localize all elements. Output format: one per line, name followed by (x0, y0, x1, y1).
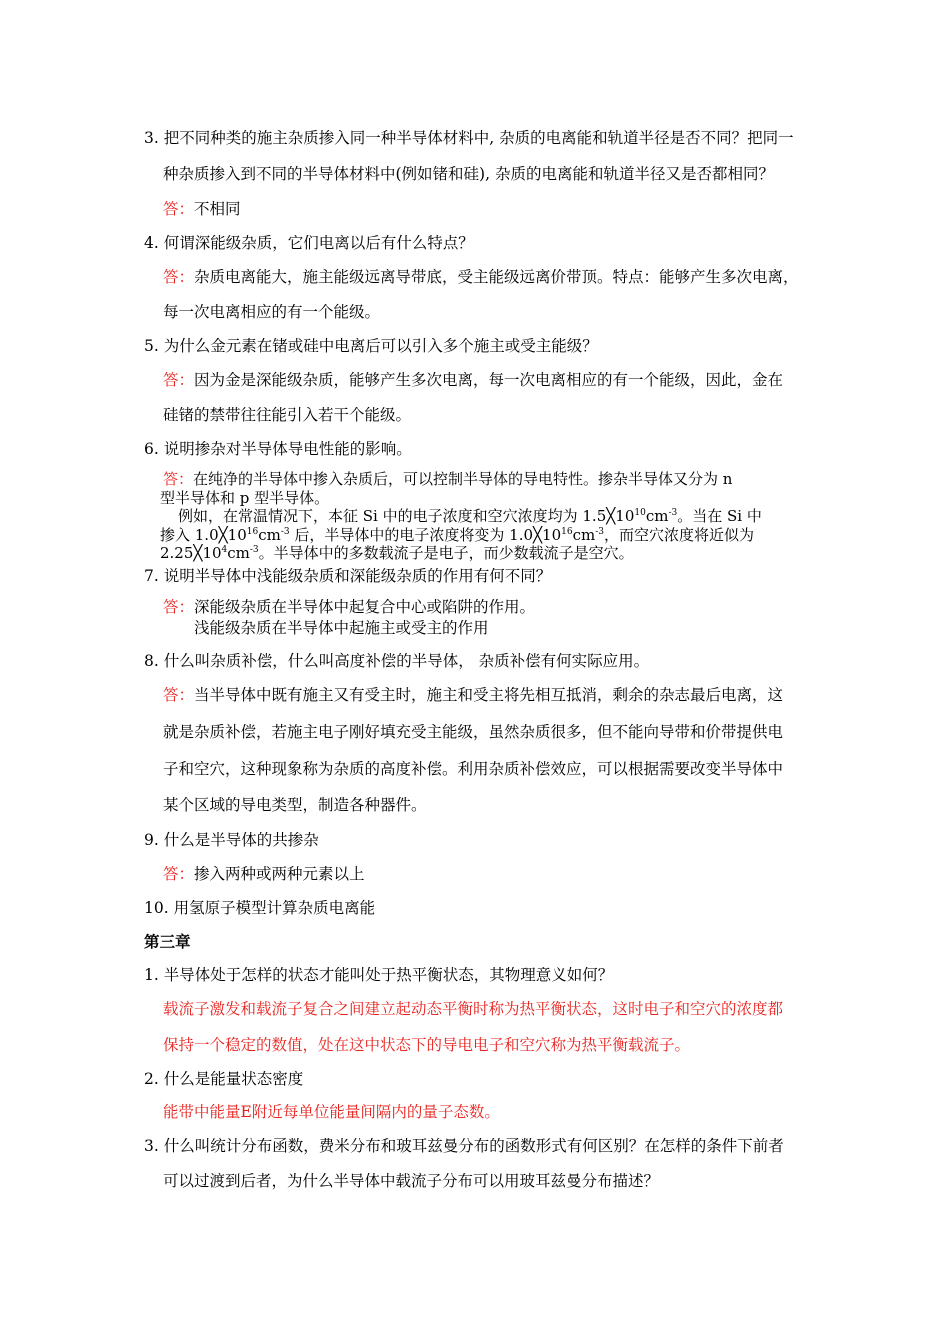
q3-answer-text: 不相同 (194, 200, 241, 218)
ch3-q3-line1: 3. 什么叫统计分布函数，费米分布和玻耳兹曼分布的函数形式有何区别？在怎样的条件下前者 (144, 1137, 784, 1155)
ch3-q2-answer: 能带中能量E附近每单位能量间隔内的量子态数。 (163, 1103, 500, 1121)
text-run: cm (645, 507, 669, 525)
text-run: 10 (202, 544, 222, 562)
answer-label: 答： (163, 200, 195, 218)
answer-label: 答： (163, 470, 194, 488)
exponent: 16 (561, 527, 573, 537)
text-run: 。半导体中的多数载流子是电子，而少数载流子是空穴。 (258, 544, 634, 562)
q8-answer-text: 当半导体中既有施主又有受主时，施主和受主将先相互抵消，剩余的杂志最后电离，这 (194, 686, 784, 704)
q4-answer-line1 (163, 267, 799, 287)
q8-answer-line2: 就是杂质补偿，若施主电子刚好填充受主能级，虽然杂质很多，但不能向导带和价带提供电 (163, 723, 784, 741)
text-run: 10 (542, 526, 562, 544)
answer-label: 答： (163, 865, 195, 883)
q10-question: 10. 用氢原子模型计算杂质电离能 (144, 899, 376, 917)
exponent: -3 (595, 527, 604, 537)
exponent: 16 (246, 527, 259, 537)
text-run: 10 (227, 526, 247, 544)
ch3-q2-question: 2. 什么是能量状态密度 (144, 1070, 304, 1088)
ch3-q3-line2: 可以过渡到后者，为什么半导体中载流子分布可以用玻耳兹曼分布描述？ (163, 1172, 660, 1190)
q8-answer-line1 (163, 685, 783, 705)
times-symbol: ╳ (218, 526, 228, 544)
ch3-q1-answer-line1: 载流子激发和载流子复合之间建立起动态平衡时称为热平衡状态，这时电子和空穴的浓度都 (163, 1000, 784, 1018)
times-symbol: ╳ (533, 526, 543, 544)
q9-answer (163, 864, 365, 884)
q7-answer-line1 (163, 597, 535, 617)
q6-answer-line1 (163, 469, 732, 489)
q5-question: 5. 为什么金元素在锗或硅中电离后可以引入多个施主或受主能级？ (144, 337, 598, 355)
answer-label: 答： (163, 268, 195, 286)
q8-question: 8. 什么叫杂质补偿，什么叫高度补偿的半导体， 杂质补偿有何实际应用。 (144, 652, 650, 670)
text-run: ，而空穴浓度将近似为 (604, 526, 755, 544)
exponent: 10 (634, 508, 646, 518)
q5-answer-text: 因为金是深能级杂质，能够产生多次电离，每一次电离相应的有一个能级，因此，金在 (194, 371, 784, 389)
chapter-title: 第三章 (144, 932, 191, 951)
q3-answer (163, 199, 241, 219)
text-run: 后，半导体中的电子浓度将变为 1.0 (289, 526, 534, 544)
q6-answer-line4 (160, 525, 754, 545)
q6-question: 6. 说明掺杂对半导体导电性能的影响。 (144, 440, 412, 458)
q8-answer-line4: 某个区域的导电类型，制造各种器件。 (163, 796, 427, 814)
text-run: cm (258, 526, 281, 544)
q5-answer-line1 (163, 370, 783, 390)
ch3-q1-question: 1. 半导体处于怎样的状态才能叫处于热平衡状态，其物理意义如何？ (144, 966, 614, 984)
q6-answer-line5 (160, 543, 634, 563)
exponent: -3 (668, 508, 678, 518)
q5-answer-line2: 硅锗的禁带往往能引入若干个能级。 (163, 406, 412, 424)
q8-answer-line3: 子和空穴，这种现象称为杂质的高度补偿。利用杂质补偿效应，可以根据需要改变半导体中 (163, 760, 784, 778)
q4-answer-line2: 每一次电离相应的有一个能级。 (163, 303, 381, 321)
q4-question: 4. 何谓深能级杂质，它们电离以后有什么特点？ (144, 234, 474, 252)
exponent: 4 (221, 545, 228, 555)
q6-answer-line2: 型半导体和 p 型半导体。 (160, 489, 330, 507)
q6-answer-text: 在纯净的半导体中掺入杂质后，可以控制半导体的导电特性。掺杂半导体又分为 n (193, 470, 733, 488)
answer-label: 答： (163, 686, 195, 704)
q9-question: 9. 什么是半导体的共掺杂 (144, 831, 319, 849)
text-run: 掺入 1.0 (160, 526, 219, 544)
text-run: 10 (615, 507, 635, 525)
q6-answer-line3 (178, 506, 762, 526)
answer-label: 答： (163, 371, 195, 389)
answer-label: 答： (163, 598, 195, 616)
q7-answer-text: 深能级杂质在半导体中起复合中心或陷阱的作用。 (194, 598, 536, 616)
times-symbol: ╳ (606, 507, 616, 525)
text-run: 。当在 Si 中 (677, 507, 762, 525)
text-run: cm (572, 526, 596, 544)
q3-line1: 3. 把不同种类的施主杂质掺入同一种半导体材料中, 杂质的电离能和轨道半径是否不同？把同一 (144, 129, 794, 147)
q7-question: 7. 说明半导体中浅能级杂质和深能级杂质的作用有何不同？ (144, 567, 552, 585)
ch3-q1-answer-line2: 保持一个稳定的数值，处在这中状态下的导电电子和空穴称为热平衡载流子。 (163, 1036, 691, 1054)
q4-answer-text: 杂质电离能大，施主能级远离导带底，受主能级远离价带顶。特点：能够产生多次电离， (194, 268, 799, 286)
q7-answer-line2: 浅能级杂质在半导体中起施主或受主的作用 (194, 619, 489, 637)
text-run: cm (227, 544, 250, 562)
exponent: -3 (249, 545, 259, 555)
exponent: -3 (280, 527, 290, 537)
times-symbol: ╳ (193, 544, 203, 562)
text-run: 2.25 (160, 544, 194, 562)
q3-line2: 种杂质掺入到不同的半导体材料中(例如锗和硅), 杂质的电离能和轨道半径又是否都相同？ (163, 165, 774, 183)
q9-answer-text: 掺入两种或两种元素以上 (194, 865, 365, 883)
text-run: 例如，在常温情况下，本征 Si 中的电子浓度和空穴浓度均为 1.5 (178, 507, 607, 525)
